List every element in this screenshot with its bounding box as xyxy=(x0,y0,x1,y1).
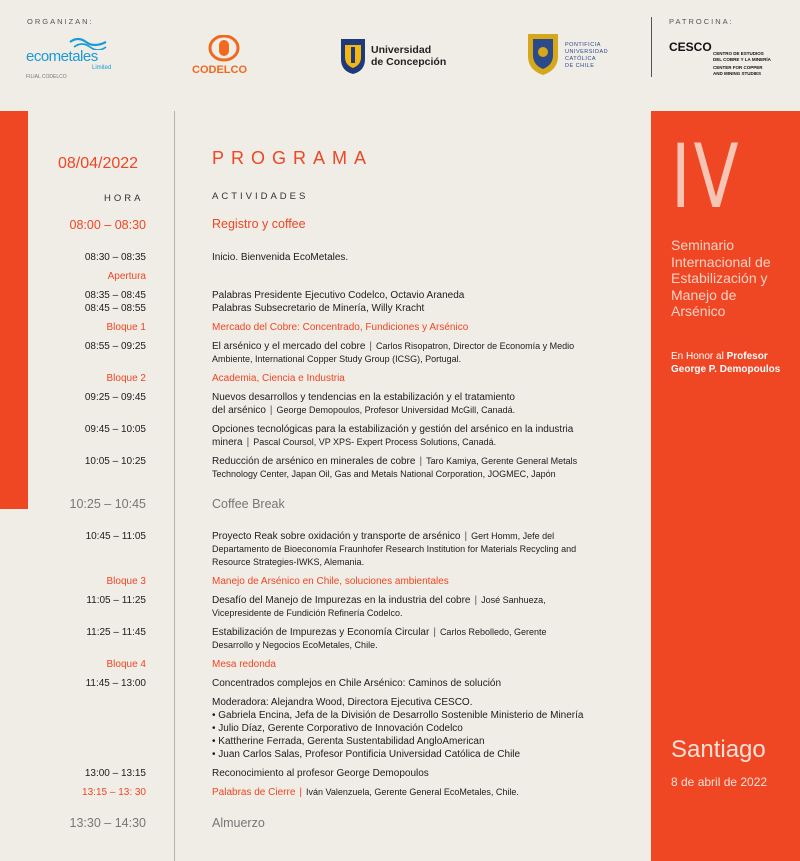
row-time: 08:30 – 08:35 xyxy=(84,252,146,263)
hora-heading: HORA xyxy=(104,193,144,204)
row-detail: Departamento de Bioeconomía Fraunhofer Research Institution for Materials Recycling and xyxy=(212,544,577,554)
section-label: Bloque 2 xyxy=(106,373,146,384)
ecometales-wordmark: ecometales xyxy=(26,48,98,65)
row-title: Opciones tecnológicas para la estabilización y gestión del arsénico en la industria xyxy=(212,424,574,435)
row-title: Palabras Subsecretario de Minería, Willy Kracht xyxy=(212,303,425,314)
panel-member: • Julio Díaz, Gerente Corporativo de Innovación Codelco xyxy=(212,723,463,734)
section-title: Academia, Ciencia e Industria xyxy=(212,373,345,384)
patrocina-label: PATROCINA: xyxy=(669,17,734,26)
row-title: minera | Pascal Coursol, VP XPS- Expert Process Solutions, Canadá. xyxy=(212,437,497,448)
row-title: Proyecto Reak sobre oxidación y transporte de arsénico | Gert Homm, Jefe del xyxy=(212,531,555,542)
row-time: 11:05 – 11:25 xyxy=(86,595,146,606)
row-title: Palabras de Cierre | Iván Valenzuela, Gerente General EcoMetales, Chile. xyxy=(212,787,519,798)
row-time: 11:25 – 11:45 xyxy=(86,627,146,638)
udec-logo: Universidad de Concepción xyxy=(340,37,450,79)
column-divider xyxy=(174,111,175,861)
seminar-panel xyxy=(651,111,800,861)
ecometales-logo: ecometales Limited FILIAL CODELCO xyxy=(26,34,116,94)
codelco-logo: CODELCO xyxy=(190,35,260,80)
header-divider xyxy=(651,17,652,77)
seminar-title: Seminario Internacional de Estabilización y Manejo de Arsénico xyxy=(671,237,771,319)
row-title: Registro y coffee xyxy=(212,217,306,231)
panel-member: • Gabriela Encina, Jefa de la División de Desarrollo Sostenible Ministerio de Minería xyxy=(212,710,584,721)
row-title: Estabilización de Impurezas y Economía Circular | Carlos Rebolledo, Gerente xyxy=(212,627,547,638)
organizan-label: ORGANIZAN: xyxy=(27,17,94,26)
row-time: 11:45 – 13:00 xyxy=(85,678,146,689)
row-detail: Desarrollo y Negocios EcoMetales, Chile. xyxy=(212,640,378,650)
section-title: Manejo de Arsénico en Chile, soluciones ambientales xyxy=(212,576,449,587)
actividades-heading: ACTIVIDADES xyxy=(212,191,309,202)
row-detail: Technology Center, Japan Oil, Gas and Metals National Corporation, JOGMEC, Japón xyxy=(212,469,556,479)
row-title: Concentrados complejos en Chile Arsénico: Caminos de solución xyxy=(212,678,502,689)
row-title: Reducción de arsénico en minerales de cobre | Taro Kamiya, Gerente General Metals xyxy=(212,456,578,467)
row-detail: Ambiente, International Copper Study Group (ICSG), Portugal. xyxy=(212,354,462,364)
row-time: 08:00 – 08:30 xyxy=(69,218,146,232)
puc-logo: PONTIFICIA UNIVERSIDAD CATÓLICA DE CHILE xyxy=(525,30,625,78)
row-time: 08:35 – 08:45 xyxy=(84,290,146,301)
row-title: Almuerzo xyxy=(212,816,265,830)
cesco-logo: CESCO CENTRO DE ESTUDIOS DEL COBRE Y LA MINERÍA CENTER FOR COPPER AND MINING STUDIES xyxy=(669,40,771,76)
section-label: Bloque 4 xyxy=(106,659,146,670)
row-detail: Vicepresidente de Fundición Refinería Codelco. xyxy=(212,608,403,618)
row-time: 09:25 – 09:45 xyxy=(84,392,146,403)
section-title: Mercado del Cobre: Concentrado, Fundiciones y Arsénico xyxy=(212,322,469,333)
row-title: Reconocimiento al profesor George Demopoulos xyxy=(212,768,429,779)
edition-numeral: IV xyxy=(671,125,742,228)
city: Santiago xyxy=(671,736,766,763)
row-title: El arsénico y el mercado del cobre | Carlos Risopatron, Director de Economía y Medio xyxy=(212,341,575,352)
panel-moderator: Moderadora: Alejandra Wood, Directora Ejecutiva CESCO. xyxy=(212,697,473,708)
row-title: del arsénico | George Demopoulos, Profesor Universidad McGill, Canadá. xyxy=(212,405,516,416)
honor-note: En Honor al Profesor George P. Demopoulos xyxy=(671,351,781,375)
sponsor-header xyxy=(0,0,800,111)
row-detail: Resource Strategies-IWKS, Alemania. xyxy=(212,557,365,567)
row-time: 08:55 – 09:25 xyxy=(84,341,146,352)
row-title: Nuevos desarrollos y tendencias en la estabilización y el tratamiento xyxy=(212,392,515,403)
codelco-emblem-icon xyxy=(207,35,241,63)
row-time: 08:45 – 08:55 xyxy=(84,303,146,314)
panel-member: • Kattherine Ferrada, Gerenta Sustentabilidad AngloAmerican xyxy=(212,736,485,747)
program-title: PROGRAMA xyxy=(212,148,374,168)
section-title: Mesa redonda xyxy=(212,659,276,670)
section-label: Apertura xyxy=(107,271,146,282)
row-time: 13:30 – 14:30 xyxy=(69,816,146,830)
row-time: 10:05 – 10:25 xyxy=(84,456,146,467)
row-title: Inicio. Bienvenida EcoMetales. xyxy=(212,252,349,263)
row-title: Desafío del Manejo de Impurezas en la industria del cobre | José Sanhueza, xyxy=(212,595,546,606)
row-time: 13:15 – 13: 30 xyxy=(82,787,146,798)
row-title: Palabras Presidente Ejecutivo Codelco, Octavio Araneda xyxy=(212,290,465,301)
event-date: 8 de abril de 2022 xyxy=(671,775,768,789)
section-label: Bloque 3 xyxy=(106,576,146,587)
puc-seal-icon xyxy=(525,30,561,76)
row-time: 10:25 – 10:45 xyxy=(69,497,146,511)
row-title: Coffee Break xyxy=(212,497,285,511)
program-date: 08/04/2022 xyxy=(58,155,139,172)
row-time: 13:00 – 13:15 xyxy=(84,768,146,779)
panel-member: • Juan Carlos Salas, Profesor Pontificia Universidad Católica de Chile xyxy=(212,749,521,760)
row-time: 09:45 – 10:05 xyxy=(84,424,146,435)
udec-shield-icon xyxy=(340,37,366,75)
row-time: 10:45 – 11:05 xyxy=(85,531,146,542)
section-label: Bloque 1 xyxy=(106,322,146,333)
